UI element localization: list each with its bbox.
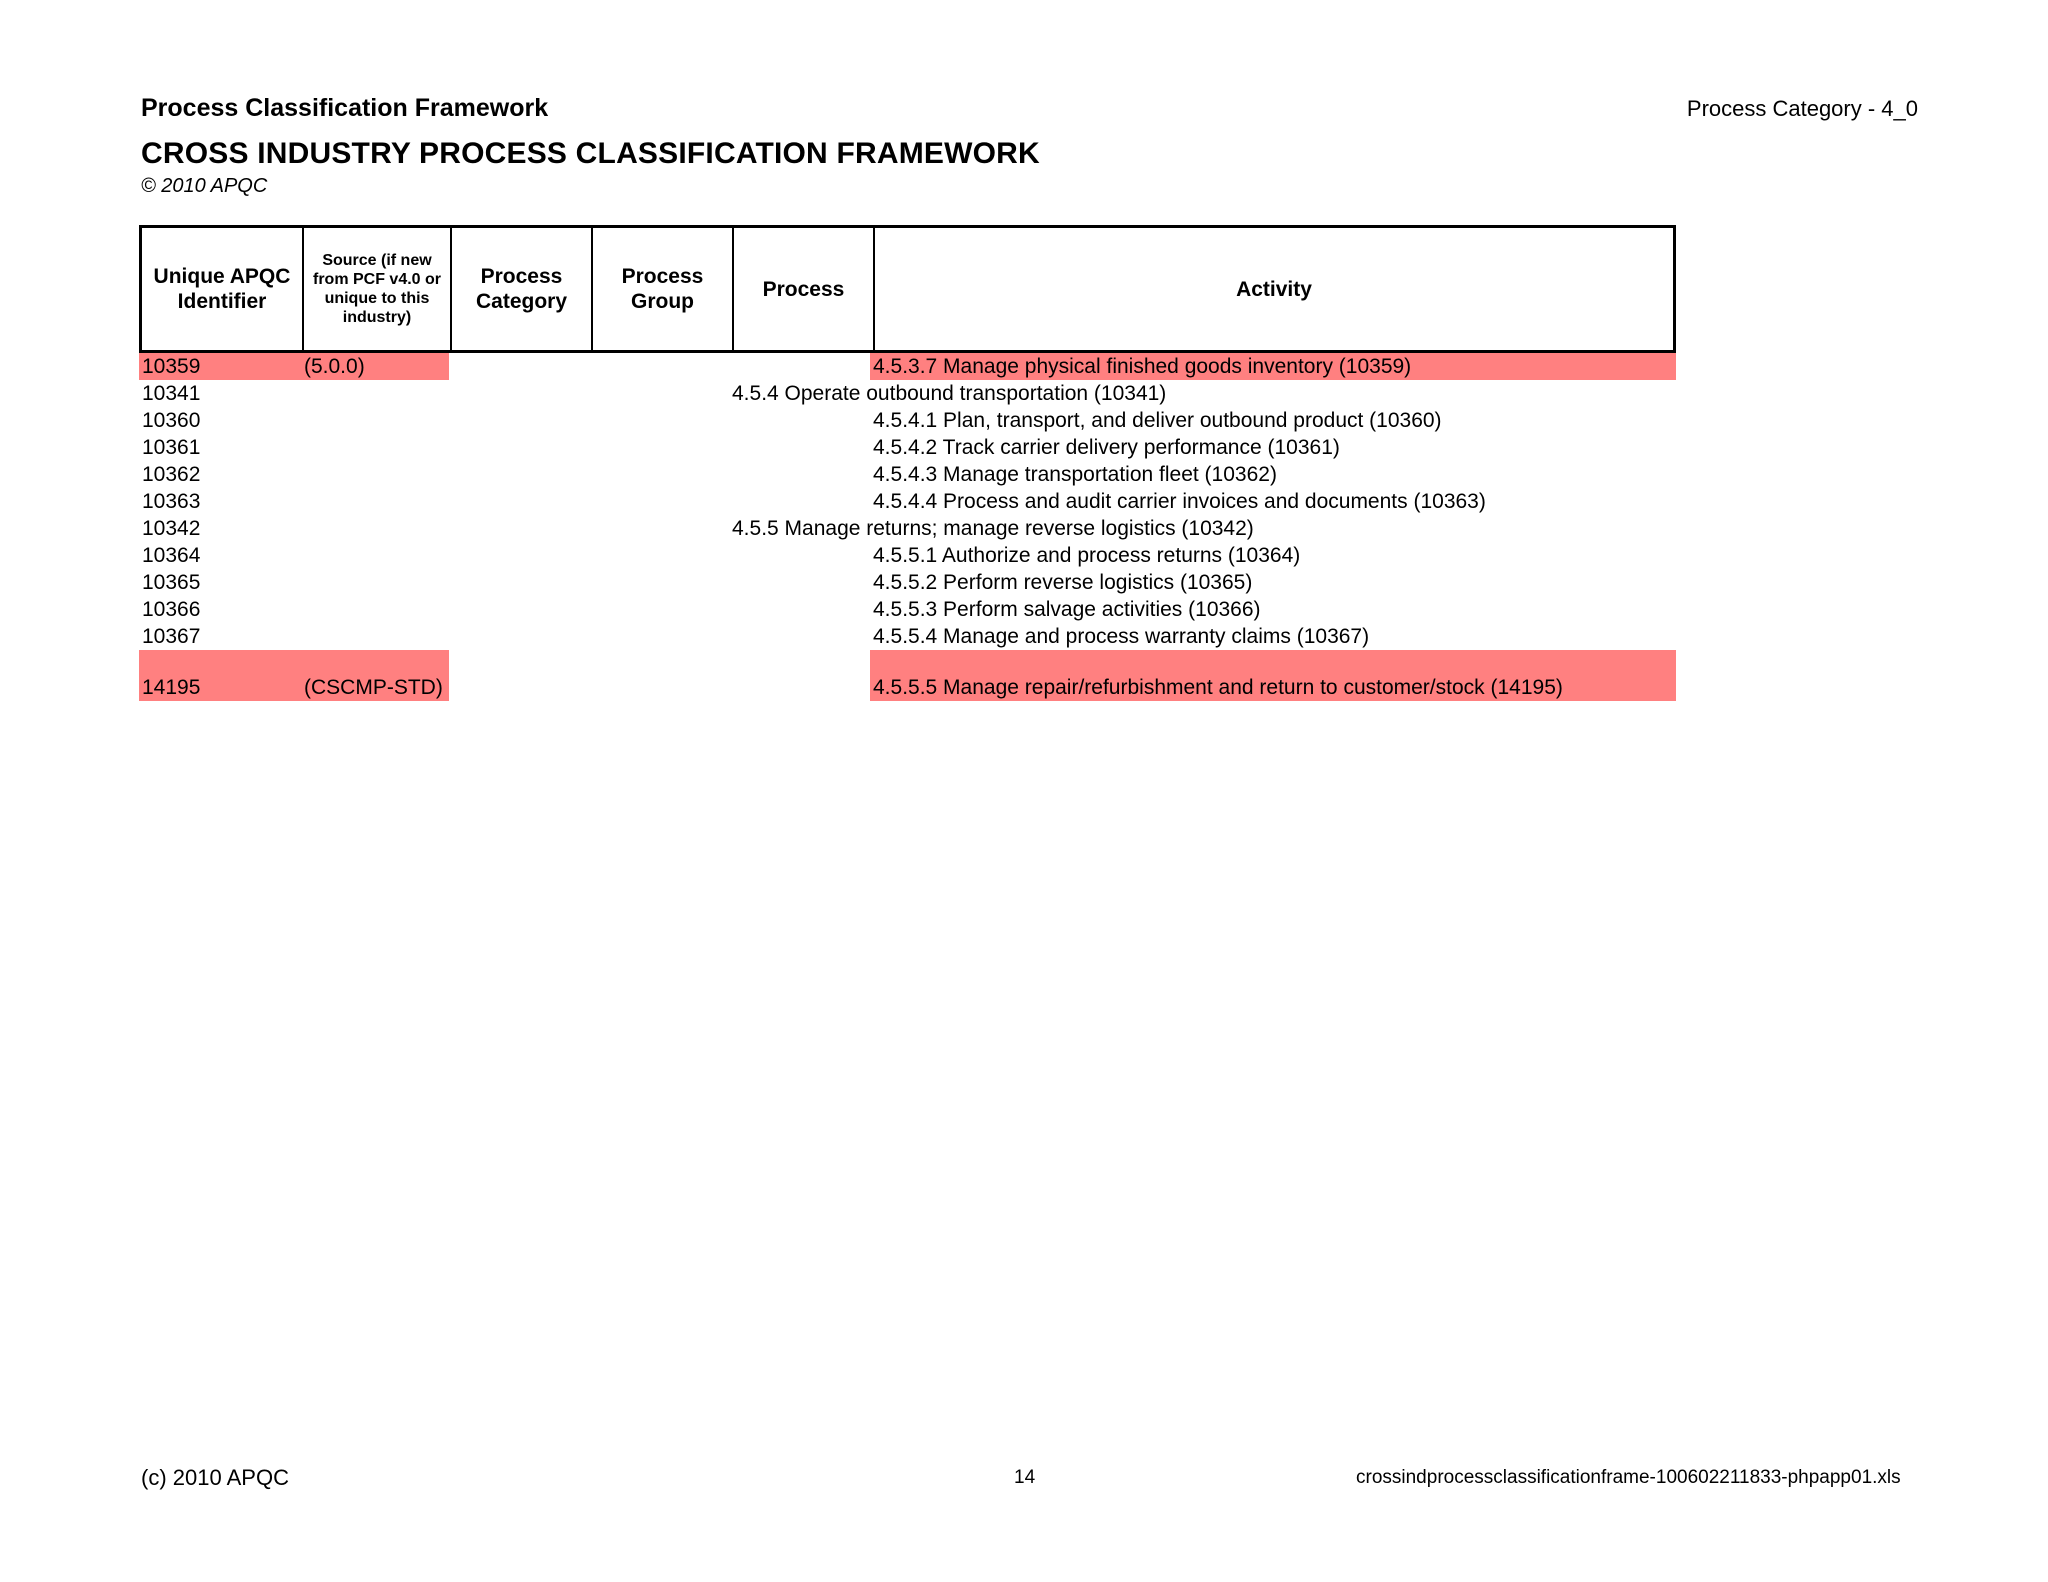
page-number: 14 <box>1014 1467 1036 1488</box>
page-title: CROSS INDUSTRY PROCESS CLASSIFICATION FRAMEWORK <box>141 137 1040 170</box>
table-row <box>139 515 1676 542</box>
table-row <box>139 569 1676 596</box>
table-row <box>139 488 1676 515</box>
identifier-cell: 14195 <box>139 650 301 701</box>
identifier-cell: 10363 <box>142 490 201 513</box>
footer-copyright: (c) 2010 APQC <box>141 1465 289 1490</box>
table-row <box>139 596 1676 623</box>
identifier-cell: 10361 <box>142 436 201 459</box>
identifier-cell: 10366 <box>142 598 201 621</box>
column-header-activity: Activity <box>1236 277 1312 301</box>
column-header-identifier: Unique APQC Identifier <box>142 228 304 350</box>
table-row <box>139 623 1676 650</box>
process-cell: 4.5.4 Operate outbound transportation (10341) <box>732 382 1167 405</box>
activity-cell: 4.5.4.1 Plan, transport, and deliver outbound product (10360) <box>873 409 1442 432</box>
identifier-cell: 10367 <box>142 625 201 648</box>
process-category-label: Process Category - 4_0 <box>1686 96 1918 121</box>
activity-cell: 4.5.5.4 Manage and process warranty claims (10367) <box>873 625 1370 648</box>
table-row <box>139 353 1676 380</box>
activity-cell: 4.5.4.2 Track carrier delivery performance (10361) <box>873 436 1340 459</box>
activity-cell: 4.5.5.1 Authorize and process returns (10364) <box>873 544 1301 567</box>
source-cell: (CSCMP-STD) <box>301 650 449 701</box>
column-header-process-group: Process Group <box>593 228 734 350</box>
identifier-cell: 10364 <box>142 544 201 567</box>
activity-cell: 4.5.5.3 Perform salvage activities (10366) <box>873 598 1261 621</box>
identifier-cell: 10359 <box>139 353 301 380</box>
column-header-process-category: Process Category <box>452 228 593 350</box>
identifier-cell: 10365 <box>142 571 201 594</box>
footer-filename: crossindprocessclassificationframe-100602211833-phpapp01.xls <box>1356 1467 1901 1488</box>
column-header-source: Source (if new from PCF v4.0 or unique to this industry) <box>304 228 452 350</box>
table-row <box>139 542 1676 569</box>
identifier-cell: 10342 <box>142 517 201 540</box>
activity-cell: 4.5.5.2 Perform reverse logistics (10365) <box>873 571 1253 594</box>
table-body <box>139 353 1676 701</box>
identifier-cell: 10362 <box>142 463 201 486</box>
activity-cell: 4.5.4.3 Manage transportation fleet (10362) <box>873 463 1277 486</box>
source-cell: (5.0.0) <box>301 353 449 380</box>
table-header <box>139 225 1676 353</box>
table-row <box>139 434 1676 461</box>
document-header-title: Process Classification Framework <box>141 94 549 122</box>
table-row <box>139 407 1676 434</box>
identifier-cell: 10360 <box>142 409 201 432</box>
process-cell: 4.5.5 Manage returns; manage reverse logistics (10342) <box>732 517 1254 540</box>
activity-cell: 4.5.3.7 Manage physical finished goods inventory (10359) <box>870 353 1676 380</box>
table-row <box>139 380 1676 407</box>
column-header-process: Process <box>734 228 875 350</box>
identifier-cell: 10341 <box>142 382 201 405</box>
table-row <box>139 650 1676 701</box>
activity-cell: 4.5.4.4 Process and audit carrier invoices and documents (10363) <box>873 490 1486 513</box>
copyright-notice: © 2010 APQC <box>141 175 268 197</box>
table-row <box>139 461 1676 488</box>
activity-cell: 4.5.5.5 Manage repair/refurbishment and return to customer/stock (14195) <box>870 650 1676 701</box>
